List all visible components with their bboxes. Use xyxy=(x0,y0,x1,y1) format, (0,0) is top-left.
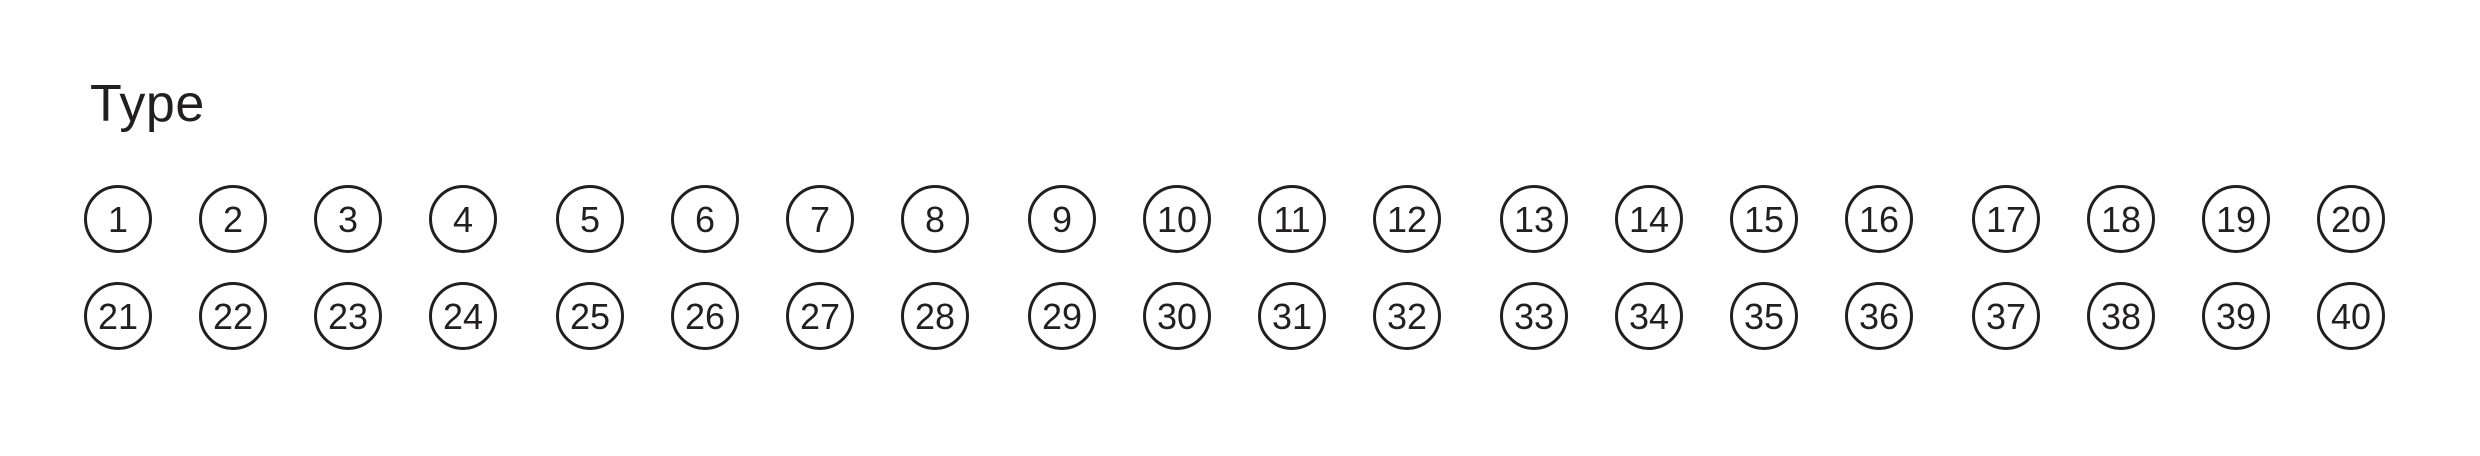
option-bubble-label: 33 xyxy=(1513,296,1555,337)
option-bubble-label: 27 xyxy=(799,296,841,337)
option-bubble-label: 3 xyxy=(337,199,359,240)
option-bubble-7[interactable] xyxy=(786,185,854,253)
option-bubble-12[interactable] xyxy=(1373,185,1441,253)
option-bubble-37[interactable] xyxy=(1972,282,2040,350)
option-bubble-label: 35 xyxy=(1743,296,1785,337)
option-bubble-label: 36 xyxy=(1858,296,1900,337)
option-bubble-40[interactable] xyxy=(2317,282,2385,350)
option-bubble-24[interactable] xyxy=(429,282,497,350)
option-bubble-10[interactable] xyxy=(1143,185,1211,253)
option-bubble-16[interactable] xyxy=(1845,185,1913,253)
option-bubble-label: 23 xyxy=(327,296,369,337)
option-bubble-32[interactable] xyxy=(1373,282,1441,350)
option-bubble-label: 9 xyxy=(1051,199,1073,240)
option-bubble-label: 32 xyxy=(1386,296,1428,337)
option-bubble-label: 34 xyxy=(1628,296,1670,337)
option-bubble-3[interactable] xyxy=(314,185,382,253)
option-bubble-5[interactable] xyxy=(556,185,624,253)
option-bubble-39[interactable] xyxy=(2202,282,2270,350)
option-bubble-35[interactable] xyxy=(1730,282,1798,350)
option-bubble-label: 8 xyxy=(924,199,946,240)
option-bubble-18[interactable] xyxy=(2087,185,2155,253)
option-bubble-28[interactable] xyxy=(901,282,969,350)
option-bubble-label: 25 xyxy=(569,296,611,337)
option-bubble-label: 21 xyxy=(97,296,139,337)
option-bubble-23[interactable] xyxy=(314,282,382,350)
option-bubble-label: 29 xyxy=(1041,296,1083,337)
option-bubble-31[interactable] xyxy=(1258,282,1326,350)
option-bubble-label: 5 xyxy=(579,199,601,240)
option-bubble-25[interactable] xyxy=(556,282,624,350)
option-bubble-label: 1 xyxy=(107,199,129,240)
option-bubble-label: 6 xyxy=(694,199,716,240)
option-bubble-label: 10 xyxy=(1156,199,1198,240)
option-bubble-label: 26 xyxy=(684,296,726,337)
option-bubble-8[interactable] xyxy=(901,185,969,253)
option-bubble-label: 30 xyxy=(1156,296,1198,337)
option-bubble-38[interactable] xyxy=(2087,282,2155,350)
option-bubble-30[interactable] xyxy=(1143,282,1211,350)
option-bubble-label: 18 xyxy=(2100,199,2142,240)
option-bubble-34[interactable] xyxy=(1615,282,1683,350)
option-bubble-9[interactable] xyxy=(1028,185,1096,253)
option-bubble-2[interactable] xyxy=(199,185,267,253)
option-bubble-1[interactable] xyxy=(84,185,152,253)
option-bubble-label: 20 xyxy=(2330,199,2372,240)
option-bubble-13[interactable] xyxy=(1500,185,1568,253)
option-bubble-11[interactable] xyxy=(1258,185,1326,253)
option-bubble-label: 14 xyxy=(1628,199,1670,240)
type-heading: Type xyxy=(90,75,205,133)
option-bubble-label: 37 xyxy=(1985,296,2027,337)
option-bubble-4[interactable] xyxy=(429,185,497,253)
option-bubble-label: 16 xyxy=(1858,199,1900,240)
option-bubble-label: 2 xyxy=(222,199,244,240)
option-bubble-label: 31 xyxy=(1271,296,1313,337)
option-bubble-label: 39 xyxy=(2215,296,2257,337)
option-bubble-6[interactable] xyxy=(671,185,739,253)
option-bubble-label: 4 xyxy=(452,199,474,240)
option-bubble-36[interactable] xyxy=(1845,282,1913,350)
option-bubble-label: 13 xyxy=(1513,199,1555,240)
option-bubble-label: 11 xyxy=(1273,199,1311,240)
option-bubble-label: 24 xyxy=(442,296,484,337)
option-bubble-33[interactable] xyxy=(1500,282,1568,350)
option-bubble-label: 15 xyxy=(1743,199,1785,240)
option-bubble-22[interactable] xyxy=(199,282,267,350)
option-bubble-14[interactable] xyxy=(1615,185,1683,253)
option-bubble-17[interactable] xyxy=(1972,185,2040,253)
option-bubble-label: 19 xyxy=(2215,199,2257,240)
option-bubble-15[interactable] xyxy=(1730,185,1798,253)
option-bubble-label: 40 xyxy=(2330,296,2372,337)
option-bubble-21[interactable] xyxy=(84,282,152,350)
option-bubble-19[interactable] xyxy=(2202,185,2270,253)
option-bubble-label: 38 xyxy=(2100,296,2142,337)
option-bubble-label: 22 xyxy=(212,296,254,337)
option-bubble-label: 12 xyxy=(1386,199,1428,240)
option-bubble-label: 28 xyxy=(914,296,956,337)
option-bubble-27[interactable] xyxy=(786,282,854,350)
option-bubble-29[interactable] xyxy=(1028,282,1096,350)
option-bubble-label: 7 xyxy=(809,199,831,240)
option-bubble-label: 17 xyxy=(1985,199,2027,240)
option-bubble-20[interactable] xyxy=(2317,185,2385,253)
option-bubble-26[interactable] xyxy=(671,282,739,350)
